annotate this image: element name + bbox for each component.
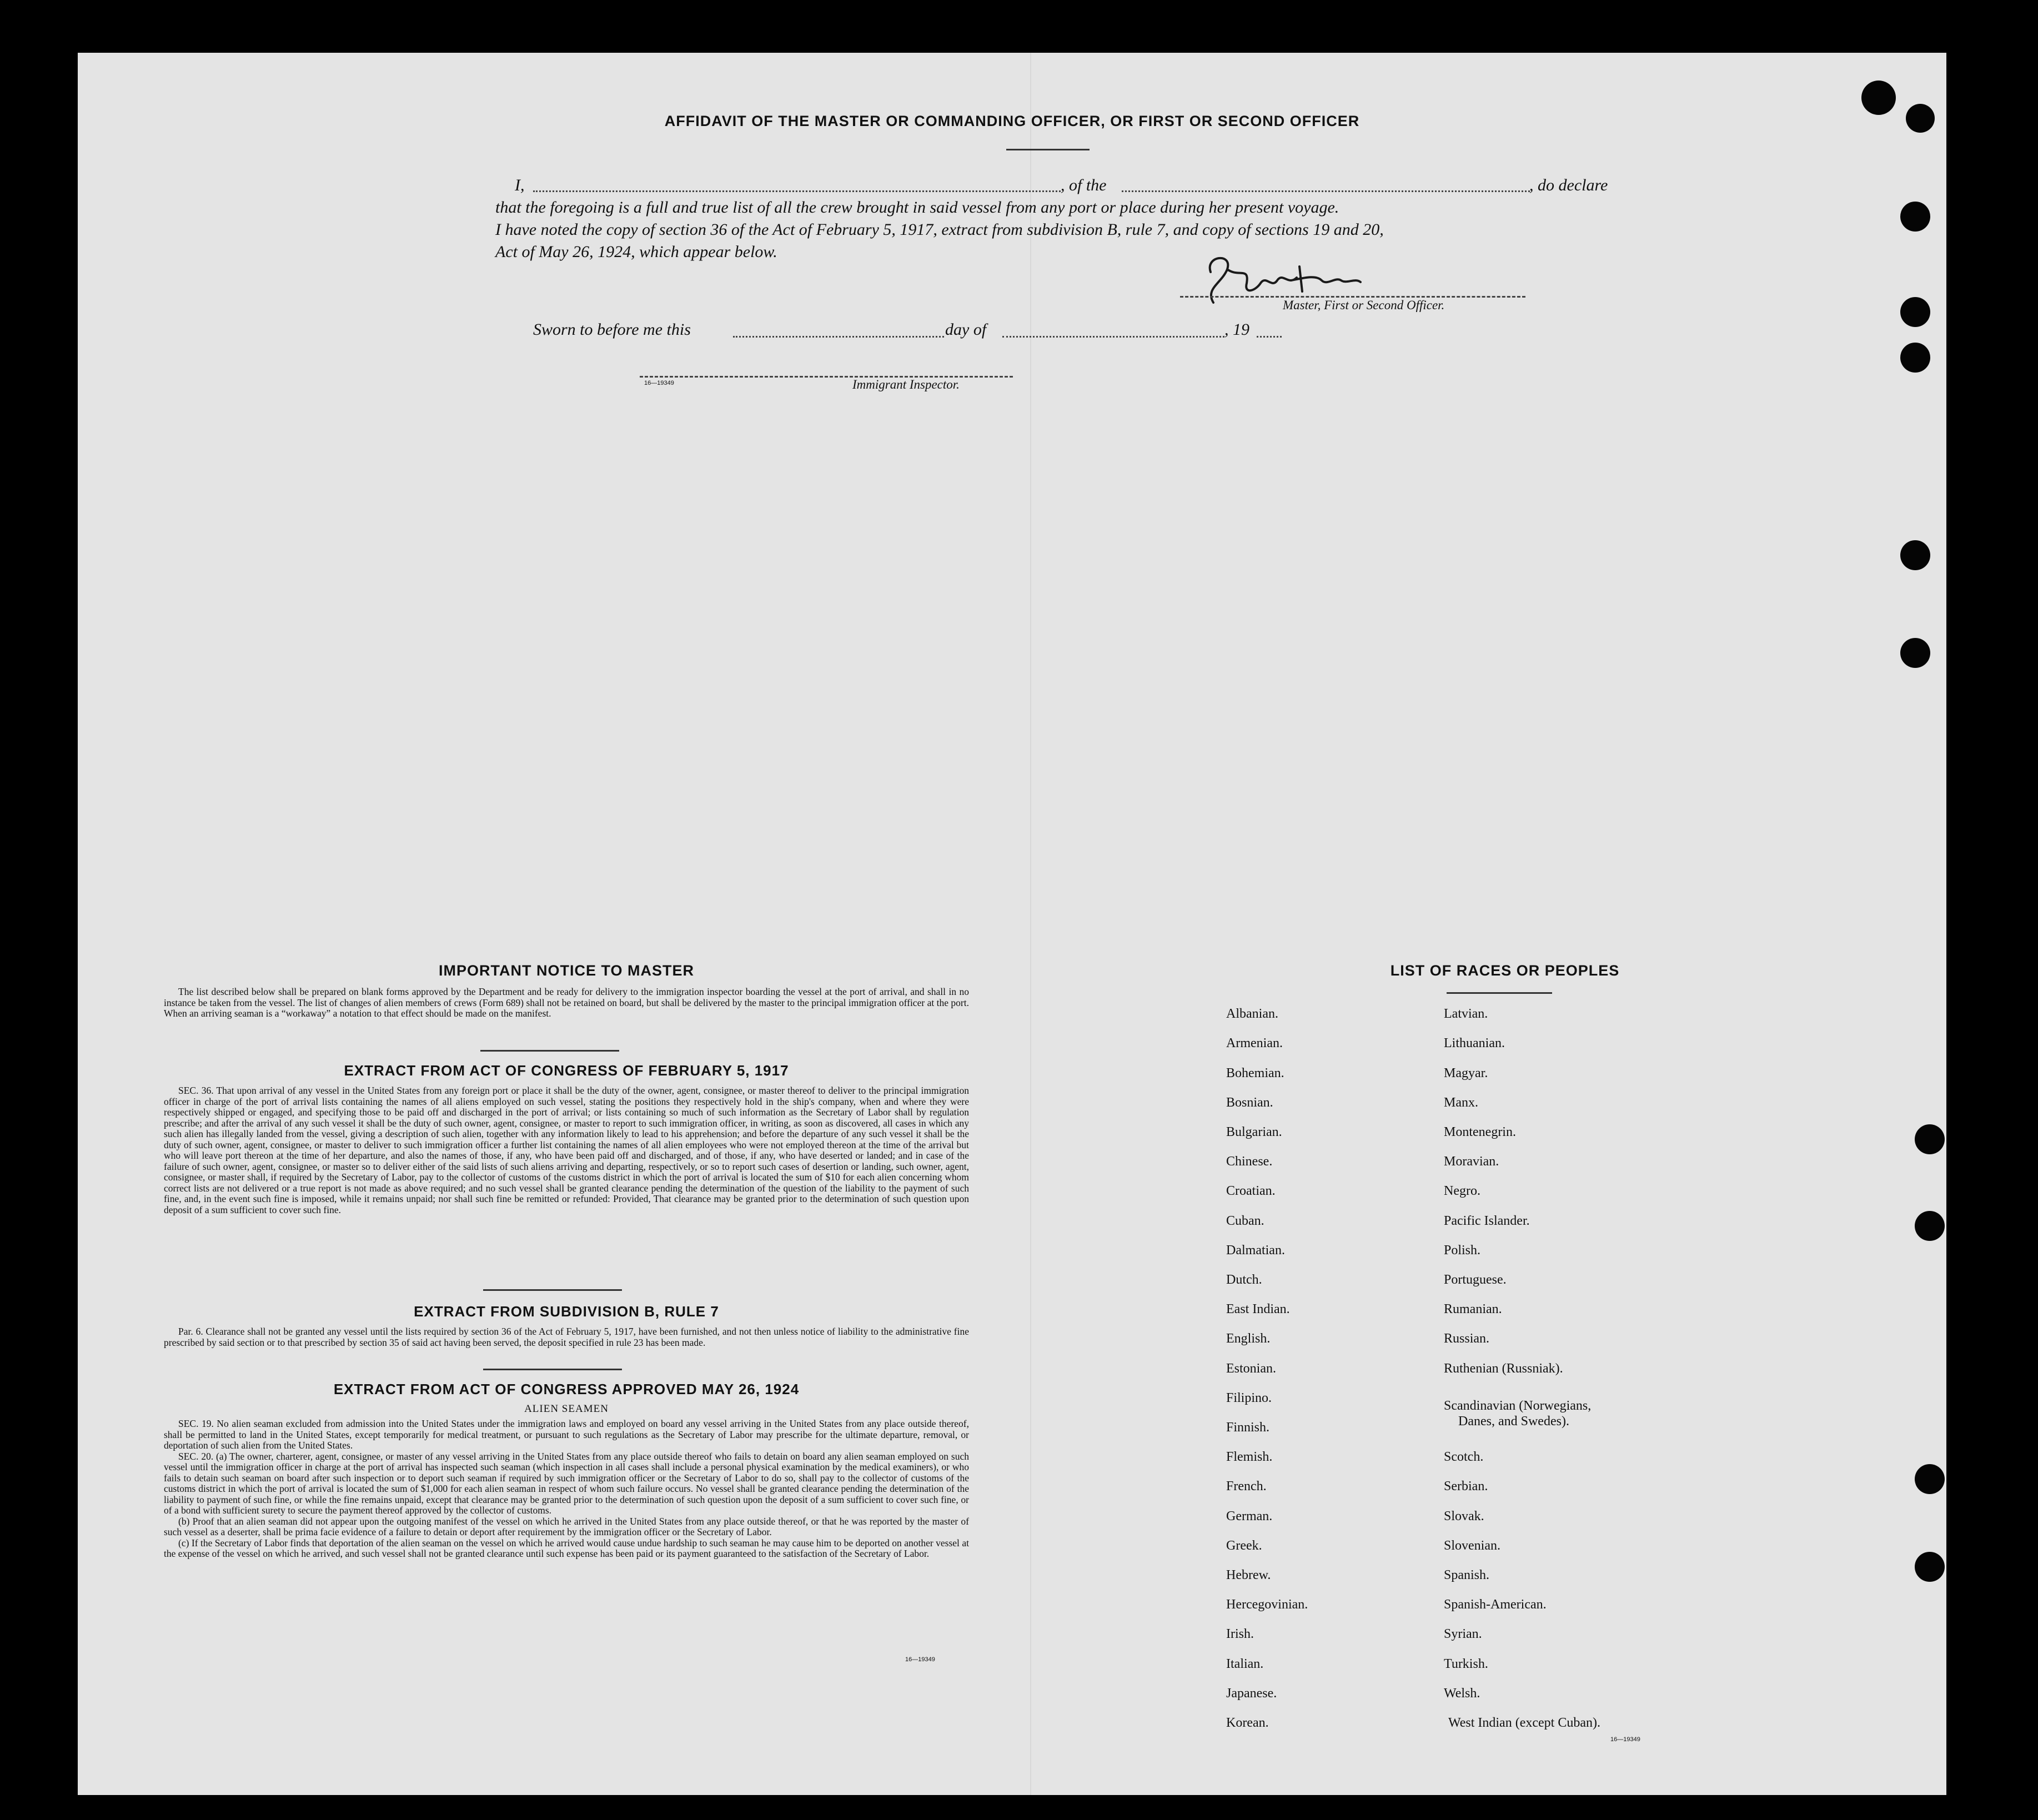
race-right-item: Turkish.	[1444, 1657, 1488, 1671]
signature-caption: Master, First or Second Officer.	[1283, 298, 1445, 312]
sworn-label: Sworn to before me this	[533, 320, 691, 339]
extract-1917-text	[164, 1085, 969, 1215]
race-left-item: Bulgarian.	[1226, 1125, 1282, 1139]
vessel-blank[interactable]	[1122, 190, 1530, 192]
race-left-item: East Indian.	[1226, 1302, 1290, 1316]
race-right-item: Magyar.	[1444, 1066, 1488, 1080]
day-of-label: day of	[945, 320, 987, 339]
race-right-item: Scandinavian (Norwegians,	[1444, 1399, 1592, 1413]
race-left-item: French.	[1226, 1479, 1267, 1494]
race-right-item: Montenegrin.	[1444, 1125, 1516, 1139]
race-left-item: Hebrew.	[1226, 1568, 1271, 1582]
race-right-item: Welsh.	[1444, 1686, 1480, 1701]
name-blank[interactable]	[533, 190, 1061, 192]
sec-20c-paragraph: (c) If the Secretary of Labor finds that deportation of the alien seaman on the vessel on which he arrived would cause undue hardship to such seaman he may cause him to be deported on another vessel at the expense of the vessel on which he arrived, and such vessel shall not be granted clearance until such expense has been paid or its payment guaranteed to the satisfaction of the Secretary of Labor.	[164, 1537, 969, 1559]
affidavit-line-2: that the foregoing is a full and true list of all the crew brought in said vessel from any port or place during her present voyage.	[495, 198, 1339, 217]
alien-seamen-subtitle: ALIEN SEAMEN	[524, 1403, 609, 1415]
rule7-paragraph: Par. 6. Clearance shall not be granted any vessel until the lists required by section 36 of the Act of February 5, 1917, have been furnished, and not then unless notice of liability to the administrative fine prescribed by said section or to that prescribed by section 35 of said act having been served, the deposit specified in rule 23 has been made.	[164, 1326, 969, 1348]
punch-hole	[1915, 1211, 1945, 1241]
race-right-item: Slovak.	[1444, 1509, 1484, 1524]
race-right-item: Negro.	[1444, 1184, 1480, 1198]
race-right-item: Latvian.	[1444, 1007, 1488, 1021]
punch-hole	[1915, 1464, 1945, 1494]
races-title: LIST OF RACES OR PEOPLES	[1390, 962, 1620, 979]
notice-title: IMPORTANT NOTICE TO MASTER	[439, 962, 694, 979]
sworn-month-blank[interactable]	[1002, 336, 1224, 338]
extract-rule7-text	[164, 1326, 969, 1348]
affidavit-form-number: 16—19349	[644, 380, 674, 386]
inspector-caption: Immigrant Inspector.	[852, 378, 960, 391]
race-right-item: Scotch.	[1444, 1450, 1484, 1464]
race-right-item: Syrian.	[1444, 1627, 1482, 1641]
race-left-item: Dalmatian.	[1226, 1243, 1285, 1258]
sec-20a-paragraph: SEC. 20. (a) The owner, charterer, agent, consignee, or master of any vessel arriving in the United States from any place outside thereof who fails to detain on board any alien seaman employed on such vessel until the immigration officer in charge at the port of arrival has inspected such seaman (which inspection in all cases shall include a personal physical examination by the medical examiners), or who fails to detain such seaman on board after such inspection or to deport such seaman if required by such immigration officer or the Secretary of Labor to do so, shall pay to the collector of customs of the customs district in which the port of arrival is located the sum of $1,000 for each alien seaman in respect of whom such failure occurs. No vessel shall be granted clearance pending the determination of the liability to payment of such fine, or while the fine remains unpaid, except that clearance may be granted prior to the determination of such question upon the deposit of a sum sufficient to cover such fine, or of a bond with sufficient surety to secure the payment thereof approved by the collector of customs.	[164, 1450, 969, 1516]
race-right-item: Danes, and Swedes).	[1458, 1414, 1569, 1429]
races-form-number: 16—19349	[1610, 1736, 1640, 1743]
document-sheet	[78, 53, 1946, 1795]
race-left-item: German.	[1226, 1509, 1273, 1524]
race-left-item: English.	[1226, 1331, 1271, 1346]
title-divider	[1006, 149, 1090, 150]
ink-blot	[1861, 81, 1896, 115]
sec-36-paragraph: SEC. 36. That upon arrival of any vessel in the United States from any foreign port or place it shall be the duty of the owner, agent, consignee, or master thereof to deliver to the principal immigration officer in charge of the port of arrival lists containing the names of all aliens employed on such vessel, stating the positions they respectively hold in the ship's company, when and where they were respectively shipped or engaged, and specifying those to be paid off and discharged in the port of arrival; or lists containing so much of such information as the Secretary of Labor shall by regulation prescribe; and after the arrival of any such vessel it shall be the duty of such owner, agent, consignee, or master to report to such immigration officer, in writing, as soon as discovered, all cases in which any such alien has illegally landed from the vessel, giving a description of such alien, together with any information likely to lead to his apprehension; and before the departure of any such vessel it shall be the duty of such owner, agent, consignee, or master to deliver to such immigration officer a further list containing the names of all alien employees who were not employed thereon at the time of the arrival but who will leave port thereon at the time of her departure, and also the names of those, if any, who have been paid off and discharged, and of those, if any, who have deserted or landed; and in case of the failure of such owner, agent, consignee, or master so to deliver either of the said lists of such aliens arriving and departing, respectively, or so to report such cases of desertion or landing, such owner, agent, consignee, or master shall, if required by the Secretary of Labor, pay to the collector of customs of the customs district in which the port of arrival is located the sum of $10 for each alien concerning whom correct lists are not delivered or a true report is not made as above required; and no such vessel shall be granted clearance pending the determination of the question of the liability to the payment of such fine, and, in the event such fine is imposed, while it remains unpaid; nor shall such fine be remitted or refunded: Provided, That clearance may be granted prior to the determination of such question upon deposit of a sum sufficient to cover such fine.	[164, 1085, 969, 1215]
race-right-item: Lithuanian.	[1444, 1036, 1505, 1050]
punch-hole	[1900, 297, 1930, 327]
races-divider	[1447, 992, 1552, 994]
race-right-item: Moravian.	[1444, 1154, 1499, 1169]
punch-hole	[1900, 540, 1930, 570]
divider-1	[480, 1050, 619, 1052]
divider-3	[483, 1369, 622, 1370]
race-left-item: Dutch.	[1226, 1273, 1262, 1287]
race-left-item: Cuban.	[1226, 1214, 1264, 1228]
race-left-item: Albanian.	[1226, 1007, 1278, 1021]
punch-hole	[1915, 1552, 1945, 1582]
race-right-item: Manx.	[1444, 1095, 1478, 1110]
race-left-item: Finnish.	[1226, 1420, 1270, 1435]
race-right-item: Ruthenian (Russniak).	[1444, 1361, 1563, 1376]
race-right-item: Slovenian.	[1444, 1539, 1500, 1553]
race-right-item: Pacific Islander.	[1444, 1214, 1530, 1228]
extract-1924-title: EXTRACT FROM ACT OF CONGRESS APPROVED MAY 26, 1924	[333, 1381, 800, 1397]
do-declare-label: , do declare	[1529, 176, 1608, 194]
notice-text	[164, 987, 969, 1019]
divider-2	[483, 1289, 622, 1291]
affidavit-title: AFFIDAVIT OF THE MASTER OR COMMANDING OFFICER, OR FIRST OR SECOND OFFICER	[664, 113, 1360, 129]
punch-hole	[1900, 638, 1930, 668]
race-left-item: Korean.	[1226, 1716, 1269, 1730]
race-right-item: Portuguese.	[1444, 1273, 1507, 1287]
race-left-item: Croatian.	[1226, 1184, 1276, 1198]
race-left-item: Japanese.	[1226, 1686, 1277, 1701]
race-right-item: Polish.	[1444, 1243, 1481, 1258]
punch-hole	[1915, 1124, 1945, 1154]
extract-1924-text	[164, 1419, 969, 1560]
sec-19-paragraph: SEC. 19. No alien seaman excluded from admission into the United States under the immigration laws and employed on board any vessel arriving in the United States from any place outside thereof, shall be permitted to land in the United States, except temporarily for medical treatment, or pursuant to such regulations as the Secretary of Labor may prescribe for the ultimate departure, removal, or deportation of such alien from the United States.	[164, 1418, 969, 1451]
punch-hole	[1900, 202, 1930, 232]
race-left-item: Armenian.	[1226, 1036, 1283, 1050]
extract-1917-title: EXTRACT FROM ACT OF CONGRESS OF FEBRUARY 5, 1917	[344, 1062, 789, 1079]
race-left-item: Bohemian.	[1226, 1066, 1284, 1080]
race-right-item: West Indian (except Cuban).	[1448, 1716, 1600, 1730]
race-left-item: Bosnian.	[1226, 1095, 1273, 1110]
sworn-year-blank[interactable]	[1257, 336, 1282, 338]
race-left-item: Chinese.	[1226, 1154, 1273, 1169]
race-left-item: Hercegovinian.	[1226, 1597, 1308, 1612]
ink-blot	[1906, 104, 1935, 133]
race-right-item: Spanish.	[1444, 1568, 1490, 1582]
race-right-item: Russian.	[1444, 1331, 1490, 1346]
year-label: , 19	[1224, 320, 1249, 339]
of-the-label: , of the	[1061, 176, 1107, 194]
fold-line	[1030, 53, 1031, 1795]
race-right-item: Spanish-American.	[1444, 1597, 1547, 1612]
affidavit-i-label: I,	[515, 176, 525, 194]
race-left-item: Italian.	[1226, 1657, 1264, 1671]
affidavit-line-4: Act of May 26, 1924, which appear below.	[495, 243, 777, 261]
race-left-item: Greek.	[1226, 1539, 1262, 1553]
sec-20b-paragraph: (b) Proof that an alien seaman did not appear upon the outgoing manifest of the vessel on which he arrived in the United States from any place outside thereof, or that he was reported by the master of such vessel as a deserter, shall be prima facie evidence of a failure to detain or deport after requirement by the immigration officer or the Secretary of Labor.	[164, 1515, 969, 1537]
race-left-item: Irish.	[1226, 1627, 1254, 1641]
punch-hole	[1900, 343, 1930, 373]
race-left-item: Flemish.	[1226, 1450, 1273, 1464]
sworn-day-blank[interactable]	[733, 336, 944, 338]
race-left-item: Estonian.	[1226, 1361, 1276, 1376]
affidavit-line-3: I have noted the copy of section 36 of the Act of February 5, 1917, extract from subdivision B, rule 7, and copy of sections 19 and 20,	[495, 220, 1384, 239]
race-right-item: Serbian.	[1444, 1479, 1488, 1494]
race-right-item: Rumanian.	[1444, 1302, 1502, 1316]
notice-paragraph: The list described below shall be prepared on blank forms approved by the Department and be ready for delivery to the immigration inspector boarding the vessel at the port of arrival, and shall in no instance be taken from the vessel. The list of changes of alien members of crews (Form 689) shall not be retained on board, but shall be delivered by the master to the principal immigration officer at the port. When an arriving seaman is a “workaway” a notation to that effect should be made on the manifest.	[164, 986, 969, 1019]
extract-rule7-title: EXTRACT FROM SUBDIVISION B, RULE 7	[414, 1303, 719, 1320]
extract-form-number: 16—19349	[905, 1656, 935, 1663]
signature-line	[1180, 296, 1525, 298]
race-left-item: Filipino.	[1226, 1391, 1272, 1405]
